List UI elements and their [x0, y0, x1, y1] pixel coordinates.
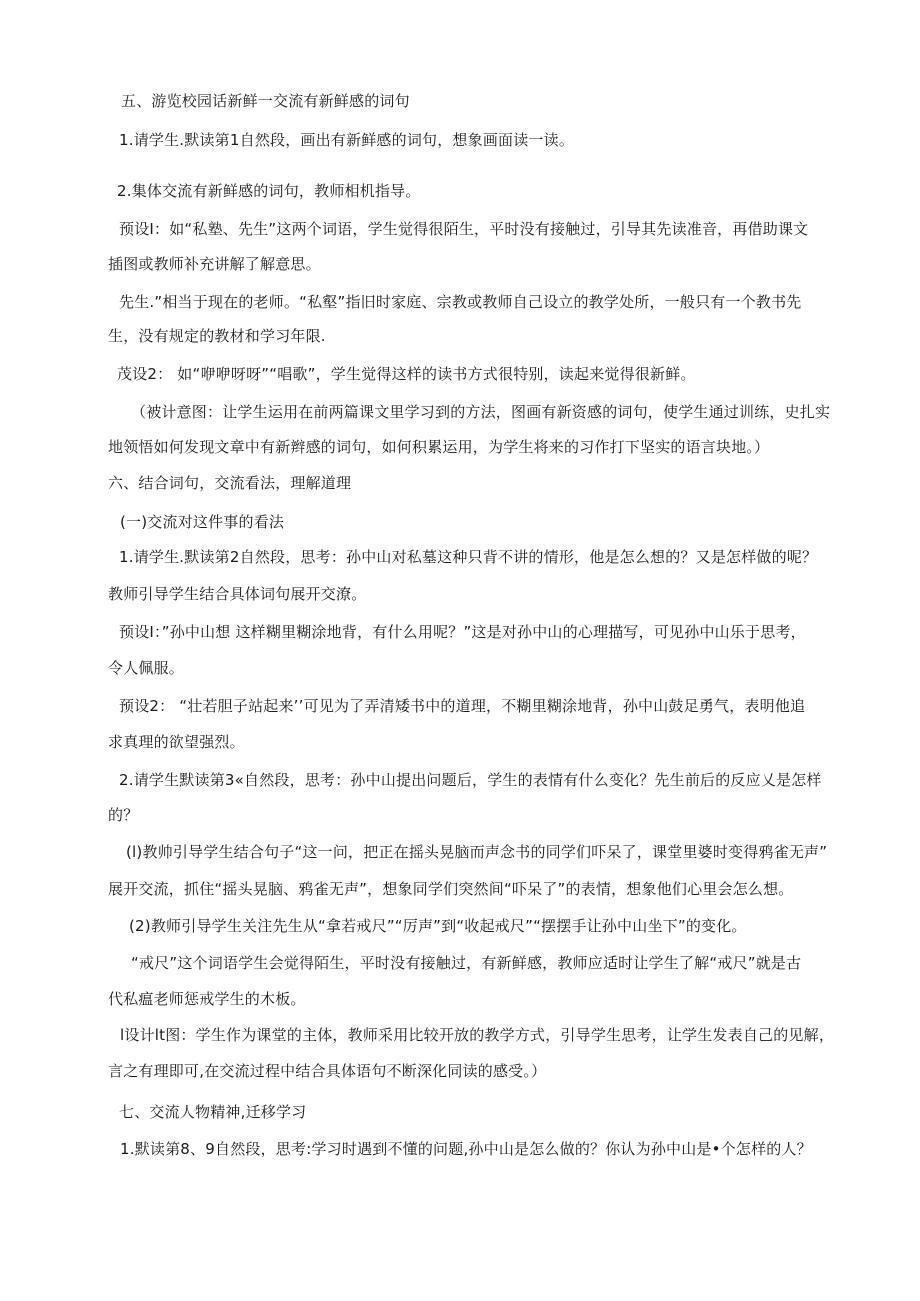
paragraph-line: 预设2： “壮若胆子站起来’’可见为了弄清矮书中的道理，不糊里糊涂地背，孙中山鼓足勇气，表明他追: [119, 697, 806, 715]
paragraph-line: 教师引导学生结合具体词句展开交潦。: [108, 585, 367, 603]
paragraph-line: 茂设2： 如“咿咿呀呀”“唱歌”，学生觉得这样的读书方式很特别，读起来觉得很新鲜。: [117, 365, 696, 383]
paragraph-line: 预设I：”孙中山想 这样糊里糊涂地背，有什么用呢？”这是对孙中山的心理描写，可见孙中山乐于思考，: [119, 623, 806, 641]
paragraph-line: 求真理的欲望强烈。: [108, 733, 245, 751]
section-heading-7: 七、交流人物精神,迁移学习: [119, 1103, 307, 1121]
paragraph-line: (l)教帅引导学生结合句子“这一问，把正在摇头晃脑而声念书的同学们吓呆了，课堂里婆时变得鸦雀无声”: [126, 843, 828, 861]
paragraph-line: 2.集体交流有新鲜感的词句，教师相机指导。: [117, 182, 421, 200]
paragraph-line: 1.请学生.默读第2自然段，思考：孙中山对私墓这种只背不讲的情形，他是怎么想的？又是怎样做的呢？: [119, 548, 818, 566]
paragraph-line: 1.默读第8、9自然段，思考:学习时遇到不懂的问题,孙中山是怎么做的？你认为孙中山是•个怎样的人？: [120, 1140, 812, 1158]
paragraph-line: 代私瘟老师惩戒学生的木板。: [108, 990, 306, 1008]
paragraph-line: 插图或教师补充讲解了解意思。: [108, 255, 321, 273]
paragraph-line: 令人佩服。: [108, 659, 185, 677]
paragraph-line: 1.请学生.默读第1自然段，画出有新鲜感的词句，想象画面读一读。: [119, 131, 575, 149]
paragraph-line: l设计lt图：学生作为课堂的主体，教师采用比较开放的教学方式，引导学生思考，让学生发表自己的见解，: [120, 1026, 835, 1044]
section-heading-5: 五、游览校园话新鲜一交流有新鲜感的词句: [121, 92, 410, 110]
paragraph-line: 生，没有规定的教材和学习年限.: [108, 327, 326, 345]
paragraph-line: 2.请学生默读第3«自然段，思考：孙中山提出问题后，学生的表情有什么变化？先生前后的反应乂是怎样: [119, 771, 822, 789]
paragraph-line: 展开交流，抓住“摇头晃脑、鸦雀无声”，想象同学们突然间“吓呆了”的表情，想象他们心里会怎么想。: [108, 880, 794, 898]
subsection-heading: (一)交流对这件事的看法: [120, 513, 285, 531]
paragraph-line: (2)教师引导学生关注先生从“拿若戒尺”“厉声”到“收起戒尺”“摆摆手让孙中山坐下”的变化。: [129, 917, 747, 935]
paragraph-line: 言之有理即可,在交流过程中结合具体语句不断深化同读的感受。）: [108, 1062, 547, 1080]
section-heading-6: 六、结合词句，交流看法，理解道理: [108, 474, 352, 492]
paragraph-line: （被计意图：让学生运用在前两篇课文里学习到的方法，图画有新资感的词句，使学生通过训练，史扎实: [131, 403, 831, 421]
paragraph-line: 预设I：如“私塾、先生”这两个词语，学生觉得很陌生，平时没有接触过，引导其先读准音，再借助课文: [119, 220, 809, 238]
paragraph-line: “戒尺”这个词语学生会觉得陌生，平时没有接触过，有新鲜感，教师应适时让学生了解“戒尺”就是古: [131, 954, 802, 972]
paragraph-line: 地领悟如何发现文章中有新辫感的词句，如何积累运用，为学生将来的习作打下坚实的语言块地。）: [108, 438, 770, 456]
paragraph-line: 的？: [108, 806, 139, 824]
paragraph-line: 先生.”相当于现在的老师。“私壑”指旧时家庭、宗教或教师自己设立的教学处所，一般只有一个教书先: [119, 293, 802, 311]
